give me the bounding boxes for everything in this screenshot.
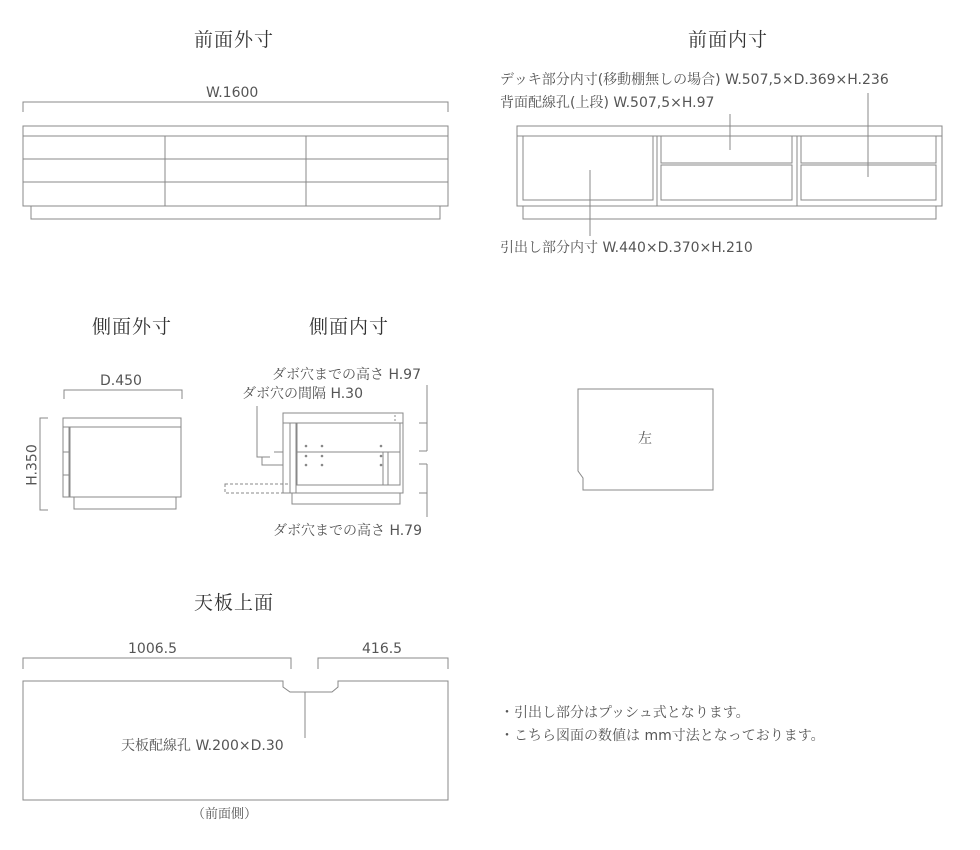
side-outer-title: 側面外寸	[92, 316, 173, 338]
top-view-right-bracket	[318, 658, 448, 669]
front-inner-drawing	[517, 93, 942, 236]
side-inner-title: 側面内寸	[309, 316, 390, 338]
rear-hole-label: 背面配線孔(上段) W.507,5×H.97	[500, 95, 715, 111]
side-outer-top-board	[63, 418, 181, 427]
side-outer-plinth	[74, 497, 176, 509]
front-side-label: （前面側）	[192, 807, 258, 822]
front-inner-title: 前面内寸	[688, 29, 769, 51]
front-inner-shelf-mid-top	[661, 136, 792, 163]
front-outer-width-label: W.1600	[206, 85, 259, 101]
side-inner-plinth	[292, 493, 400, 504]
dowel-top-label: ダボ穴までの高さ H.97	[272, 367, 421, 383]
side-outer-depth-label: D.450	[100, 373, 142, 389]
side-outer-depth-bracket	[64, 390, 182, 399]
dowel-holes	[305, 445, 383, 467]
dowel-pitch-label: ダボ穴の間隔 H.30	[242, 386, 363, 402]
side-outer-drawing	[40, 390, 182, 510]
side-outer-height-bracket	[40, 418, 48, 510]
note-push-drawer: ・引出し部分はプッシュ式となります。	[500, 705, 750, 721]
drawer-inner-label: 引出し部分内寸 W.440×D.370×H.210	[500, 240, 753, 256]
side-outer-height-label: H.350	[24, 444, 41, 486]
front-outer-plinth	[31, 206, 440, 219]
top-hole-label: 天板配線孔 W.200×D.30	[121, 738, 284, 754]
side-inner-body	[283, 423, 403, 493]
front-outer-body	[23, 136, 448, 206]
front-inner-deck	[523, 136, 653, 200]
front-outer-title: 前面外寸	[194, 29, 275, 51]
top-view-title: 天板上面	[194, 592, 275, 614]
top-view-left-dim: 1006.5	[128, 641, 177, 657]
left-panel-label: 左	[638, 431, 652, 447]
side-inner-drawing	[225, 385, 427, 517]
dowel-bottom-label: ダボ穴までの高さ H.79	[273, 523, 422, 539]
top-view-left-bracket	[23, 658, 291, 669]
front-inner-plinth	[523, 206, 936, 219]
side-inner-compartment	[297, 423, 400, 485]
top-view-right-dim: 416.5	[362, 641, 403, 657]
side-inner-top-board	[283, 413, 403, 423]
front-outer-width-bracket	[23, 102, 448, 112]
front-outer-top-board	[23, 126, 448, 136]
side-outer-body	[63, 427, 181, 497]
dowel-top-bracket	[419, 385, 427, 451]
deck-inner-label: デッキ部分内寸(移動棚無しの場合) W.507,5×D.369×H.236	[500, 72, 889, 88]
dowel-pitch-bracket	[257, 406, 270, 457]
dowel-bottom-bracket	[419, 464, 427, 517]
front-inner-shelf-mid-bottom	[661, 165, 792, 200]
front-outer-drawing	[23, 102, 448, 219]
side-inner-drawer-outline	[225, 484, 290, 493]
note-units-mm: ・こちら図面の数値は mm寸法となっております。	[500, 728, 825, 744]
top-view-drawing	[23, 658, 448, 800]
